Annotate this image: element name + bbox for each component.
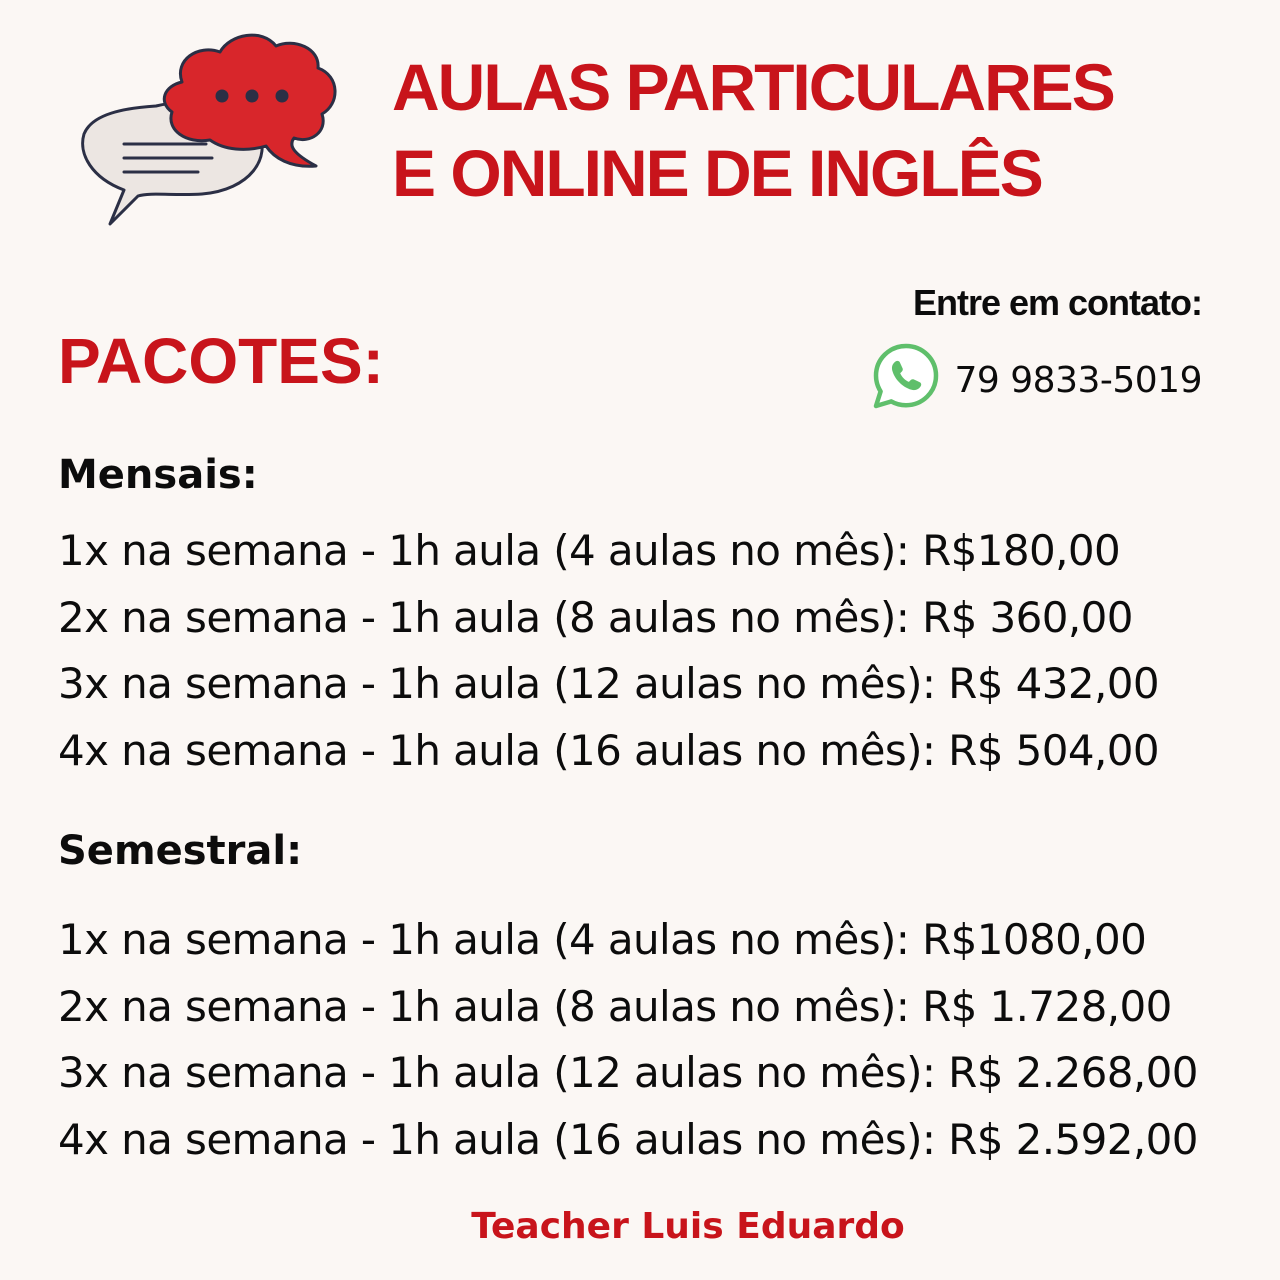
semester-price-list bbox=[58, 907, 1198, 1173]
list-item: 3x na semana - 1h aula (12 aulas no mês): R$ 432,00 bbox=[58, 659, 1160, 708]
contact-phone-row bbox=[871, 340, 1202, 412]
list-item: 1x na semana - 1h aula (4 aulas no mês): R$1080,00 bbox=[58, 915, 1147, 964]
monthly-price-list bbox=[58, 518, 1159, 784]
list-item: 2x na semana - 1h aula (8 aulas no mês): R$ 360,00 bbox=[58, 592, 1133, 642]
title-line-1: AULAS PARTICULARES bbox=[392, 50, 1114, 124]
list-item: 4x na semana - 1h aula (16 aulas no mês): R$ 504,00 bbox=[58, 725, 1160, 775]
page-title bbox=[392, 44, 1114, 216]
contact-label: Entre em contato: bbox=[912, 282, 1202, 323]
title-line-2: E ONLINE DE INGLÊS bbox=[392, 136, 1042, 210]
phone-number[interactable]: 79 9833-5019 bbox=[954, 359, 1202, 401]
list-item: 3x na semana - 1h aula (12 aulas no mês): R$ 2.268,00 bbox=[58, 1048, 1198, 1097]
speech-bubbles-icon bbox=[78, 26, 340, 232]
packages-title: PACOTES: bbox=[58, 325, 384, 397]
list-item: 4x na semana - 1h aula (16 aulas no mês): R$ 2.592,00 bbox=[58, 1114, 1198, 1164]
list-item: 1x na semana - 1h aula (4 aulas no mês): R$180,00 bbox=[58, 526, 1121, 575]
semester-title: Semestral: bbox=[58, 828, 303, 874]
teacher-name: Teacher Luis Eduardo bbox=[471, 1206, 905, 1247]
monthly-title: Mensais: bbox=[58, 452, 258, 498]
whatsapp-icon bbox=[871, 341, 941, 411]
list-item: 2x na semana - 1h aula (8 aulas no mês): R$ 1.728,00 bbox=[58, 981, 1172, 1031]
